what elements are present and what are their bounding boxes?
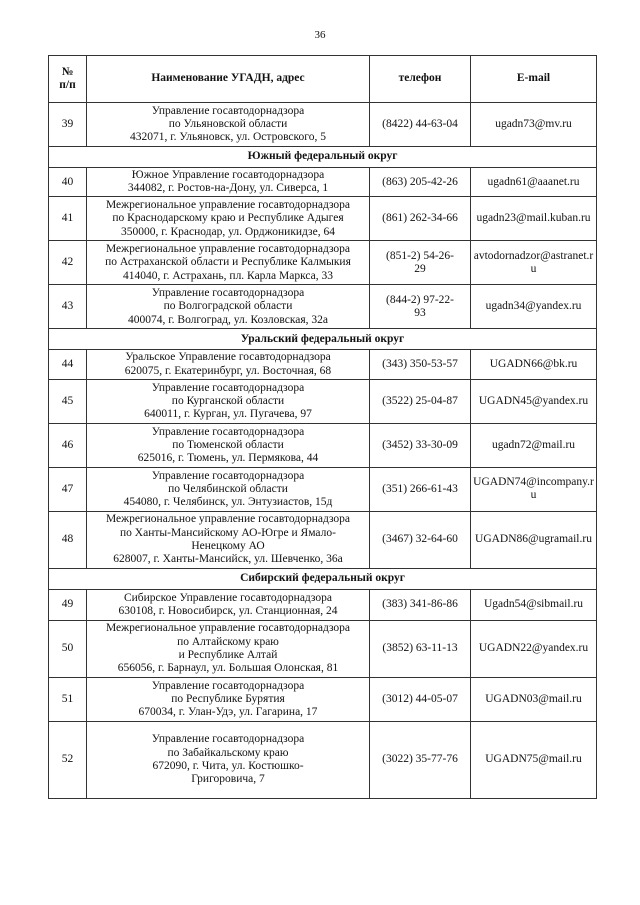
row-phone: (8422) 44-63-04	[370, 103, 471, 147]
row-name-address: Межрегиональное управление госавтодорнадзора по Краснодарскому краю и Республике Адыгея 350000, г. Краснодар, ул. Орджоникидзе, 64	[87, 197, 370, 241]
row-phone: (3852) 63-11-13	[370, 620, 471, 677]
row-email: UGADN22@yandex.ru	[471, 620, 597, 677]
row-number: 52	[49, 721, 87, 798]
row-name-address: Межрегиональное управление госавтодорнадзора по Ханты-Мансийскому АО-Югре и Ямало- Ненецкому АО 628007, г. Ханты-Мансийск, ул. Шевченко, 36а	[87, 511, 370, 568]
table-row	[49, 721, 597, 798]
row-name-address: Сибирское Управление госавтодорнадзора 630108, г. Новосибирск, ул. Станционная, 24	[87, 589, 370, 620]
region-title: Сибирский федеральный округ	[49, 568, 597, 589]
row-number: 42	[49, 241, 87, 285]
row-number: 39	[49, 103, 87, 147]
row-email: ugadn73@mv.ru	[471, 103, 597, 147]
header-email: E-mail	[471, 56, 597, 103]
ugadn-table	[48, 55, 597, 799]
row-number: 46	[49, 423, 87, 467]
table-row	[49, 467, 597, 511]
row-email: ugadn23@mail.kuban.ru	[471, 197, 597, 241]
table-row	[49, 589, 597, 620]
row-number: 43	[49, 285, 87, 329]
row-phone: (3467) 32-64-60	[370, 511, 471, 568]
row-name-address: Южное Управление госавтодорнадзора 344082, г. Ростов-на-Дону, ул. Сиверса, 1	[87, 168, 370, 197]
row-name-address: Управление госавтодорнадзора по Ульяновской области 432071, г. Ульяновск, ул. Островского, 5	[87, 103, 370, 147]
row-number: 48	[49, 511, 87, 568]
page-number: 36	[314, 29, 326, 41]
row-phone: (3022) 35-77-76	[370, 721, 471, 798]
region-row	[49, 147, 597, 168]
table-row	[49, 241, 597, 285]
row-name-address: Управление госавтодорнадзора по Республике Бурятия 670034, г. Улан-Удэ, ул. Гагарина, 17	[87, 677, 370, 721]
row-number: 49	[49, 589, 87, 620]
row-email: UGADN75@mail.ru	[471, 721, 597, 798]
row-email: UGADN74@incompany.ru	[471, 467, 597, 511]
row-name-address: Управление госавтодорнадзора по Забайкальскому краю 672090, г. Чита, ул. Костюшко- Григоровича, 7	[87, 721, 370, 798]
table-row	[49, 168, 597, 197]
table-row	[49, 511, 597, 568]
row-phone: (351) 266-61-43	[370, 467, 471, 511]
row-name-address: Межрегиональное управление госавтодорнадзора по Алтайскому краю и Республике Алтай 656056, г. Барнаул, ул. Большая Олонская, 81	[87, 620, 370, 677]
row-email: ugadn34@yandex.ru	[471, 285, 597, 329]
table-row	[49, 620, 597, 677]
header-num: № п/п	[49, 56, 87, 103]
row-email: Ugadn54@sibmail.ru	[471, 589, 597, 620]
row-email: UGADN03@mail.ru	[471, 677, 597, 721]
row-name-address: Управление госавтодорнадзора по Волгоградской области 400074, г. Волгоград, ул. Козловская, 32а	[87, 285, 370, 329]
table-body	[49, 103, 597, 799]
region-title: Уральский федеральный округ	[49, 329, 597, 350]
row-name-address: Уральское Управление госавтодорнадзора 620075, г. Екатеринбург, ул. Восточная, 68	[87, 350, 370, 379]
table-row	[49, 423, 597, 467]
row-number: 45	[49, 379, 87, 423]
row-number: 50	[49, 620, 87, 677]
header-phone: телефон	[370, 56, 471, 103]
row-email: UGADN86@ugramail.ru	[471, 511, 597, 568]
table-row	[49, 350, 597, 379]
table-row	[49, 285, 597, 329]
table-row	[49, 379, 597, 423]
row-number: 40	[49, 168, 87, 197]
row-phone: (844-2) 97-22- 93	[370, 285, 471, 329]
row-phone: (3522) 25-04-87	[370, 379, 471, 423]
row-email: ugadn61@aaanet.ru	[471, 168, 597, 197]
row-phone: (3012) 44-05-07	[370, 677, 471, 721]
table-row	[49, 197, 597, 241]
row-email: UGADN66@bk.ru	[471, 350, 597, 379]
table-header-row	[49, 56, 597, 103]
row-name-address: Управление госавтодорнадзора по Курганской области 640011, г. Курган, ул. Пугачева, 97	[87, 379, 370, 423]
table-row	[49, 103, 597, 147]
row-name-address: Межрегиональное управление госавтодорнадзора по Астраханской области и Республике Калмыкия 414040, г. Астрахань, пл. Карла Маркса, 33	[87, 241, 370, 285]
row-email: UGADN45@yandex.ru	[471, 379, 597, 423]
row-phone: (851-2) 54-26- 29	[370, 241, 471, 285]
row-email: ugadn72@mail.ru	[471, 423, 597, 467]
row-phone: (343) 350-53-57	[370, 350, 471, 379]
table-row	[49, 677, 597, 721]
row-phone: (3452) 33-30-09	[370, 423, 471, 467]
row-phone: (863) 205-42-26	[370, 168, 471, 197]
row-phone: (383) 341-86-86	[370, 589, 471, 620]
region-row	[49, 329, 597, 350]
row-number: 51	[49, 677, 87, 721]
header-name: Наименование УГАДН, адрес	[87, 56, 370, 103]
row-name-address: Управление госавтодорнадзора по Челябинской области 454080, г. Челябинск, ул. Энтузиастов, 15д	[87, 467, 370, 511]
row-name-address: Управление госавтодорнадзора по Тюменской области 625016, г. Тюмень, ул. Пермякова, 44	[87, 423, 370, 467]
row-number: 47	[49, 467, 87, 511]
row-number: 44	[49, 350, 87, 379]
row-number: 41	[49, 197, 87, 241]
row-email: avtodornadzor@astranet.ru	[471, 241, 597, 285]
region-row	[49, 568, 597, 589]
row-phone: (861) 262-34-66	[370, 197, 471, 241]
region-title: Южный федеральный округ	[49, 147, 597, 168]
